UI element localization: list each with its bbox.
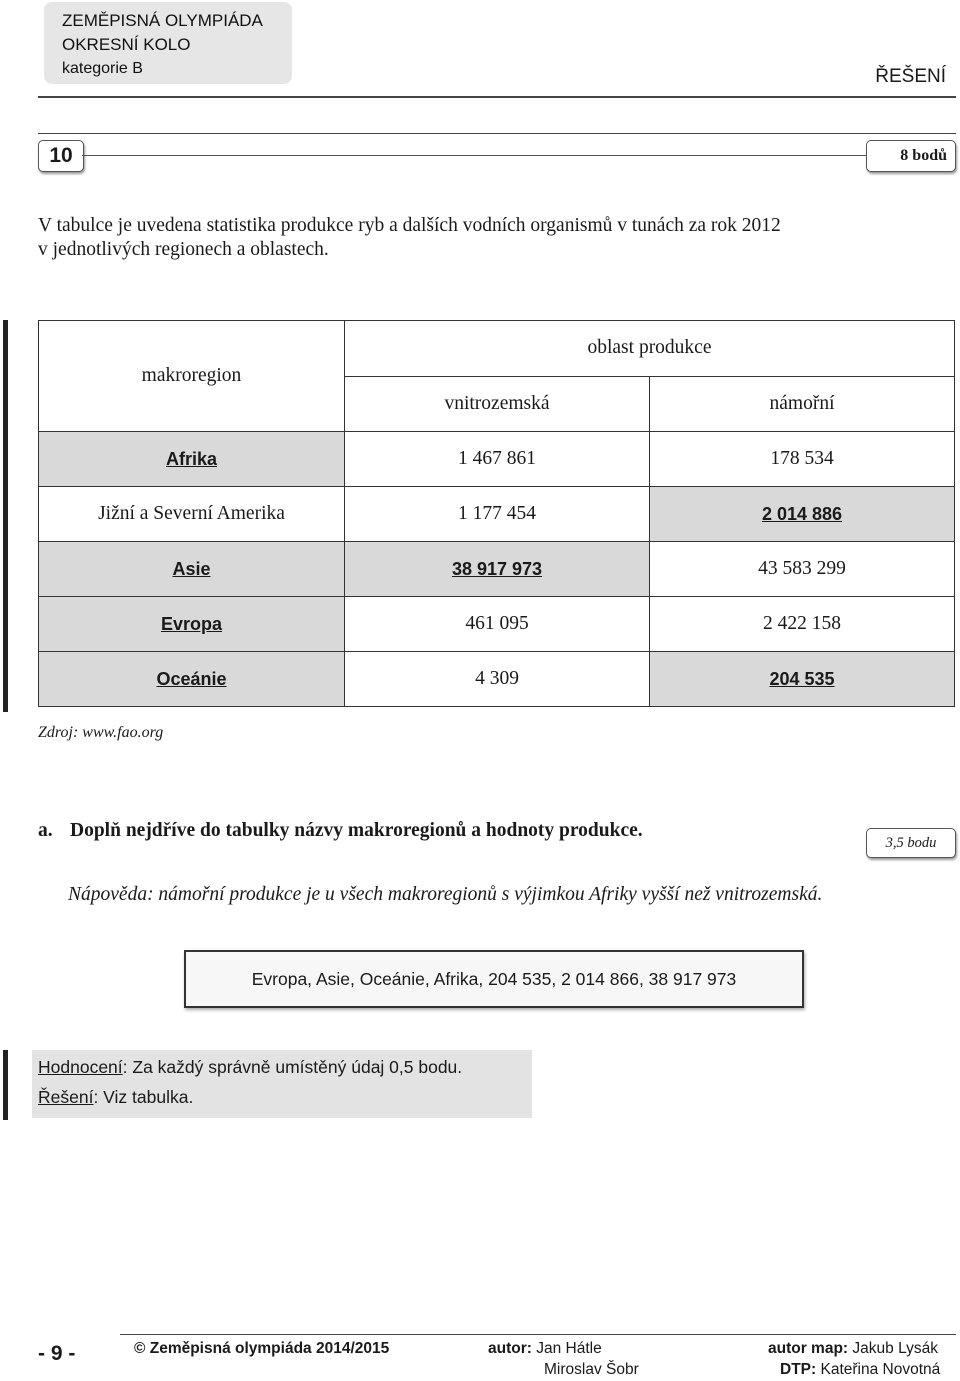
footer-copyright: © Zeměpisná olympiáda 2014/2015 — [134, 1340, 390, 1357]
header-category: kategorie B — [62, 60, 143, 77]
task-connector-line — [82, 155, 866, 156]
table-row — [39, 432, 955, 487]
table-row — [39, 542, 955, 597]
header-title: ZEMĚPISNÁ OLYMPIÁDA — [62, 11, 263, 30]
table-row — [39, 652, 955, 707]
marine-cell: 204 535 — [650, 652, 955, 707]
author-label: autor: — [488, 1340, 532, 1357]
solution-line — [38, 1082, 532, 1112]
footer-divider — [120, 1334, 956, 1335]
answer-options-box: Evropa, Asie, Oceánie, Afrika, 204 535, 2 014 866, 38 917 973 — [184, 950, 804, 1008]
inland-cell: 1 467 861 — [345, 432, 650, 487]
marine-cell: 178 534 — [650, 432, 955, 487]
solution-text: : Viz tabulka. — [93, 1087, 194, 1107]
header-box — [44, 2, 292, 84]
solution-label: ŘEŠENÍ — [875, 66, 946, 87]
region-cell: Oceánie — [39, 652, 345, 707]
inland-cell: 38 917 973 — [345, 542, 650, 597]
footer-author-2: Miroslav Šobr — [544, 1361, 639, 1378]
task-points — [866, 140, 956, 172]
header-namorni: námořní — [650, 376, 955, 432]
evaluation-label: Hodnocení — [38, 1057, 123, 1077]
evaluation-box — [32, 1050, 532, 1118]
region-cell: Evropa — [39, 597, 345, 652]
inland-cell: 4 309 — [345, 652, 650, 707]
marine-cell: 2 422 158 — [650, 597, 955, 652]
page-number: - 9 - — [38, 1342, 76, 1365]
footer-author — [488, 1338, 602, 1360]
header-vnitrozemska: vnitrozemská — [345, 376, 650, 432]
task-divider — [38, 133, 956, 134]
margin-bar — [3, 320, 8, 712]
intro-line-1: V tabulce je uvedena statistika produkce ryb a dalších vodních organismů v tunách za rok 2012 — [38, 215, 781, 236]
author-name: Jan Hátle — [536, 1340, 602, 1357]
hint-text: Nápověda: námořní produkce je u všech makroregionů s výjimkou Afriky vyšší než vnitrozemská. — [68, 884, 823, 905]
task-intro — [38, 214, 938, 262]
task-points-text: 8 bodů — [900, 147, 947, 164]
marine-cell: 2 014 886 — [650, 487, 955, 542]
region-cell: Afrika — [39, 432, 345, 487]
production-table — [38, 320, 955, 707]
marine-cell: 43 583 299 — [650, 542, 955, 597]
region-cell: Jižní a Severní Amerika — [39, 487, 345, 542]
table-source: Zdroj: www.fao.org — [38, 724, 164, 741]
footer-map-author — [768, 1338, 938, 1360]
margin-bar — [3, 1050, 8, 1120]
question-a-letter: a. — [38, 820, 53, 841]
map-author-name: Jakub Lysák — [852, 1340, 938, 1357]
header-round: OKRESNÍ KOLO — [62, 35, 191, 54]
inland-cell: 1 177 454 — [345, 487, 650, 542]
map-author-label: autor map: — [768, 1340, 849, 1357]
inland-cell: 461 095 — [345, 597, 650, 652]
dtp-label: DTP: — [780, 1361, 817, 1378]
question-a-text: Doplň nejdříve do tabulky názvy makroregionů a hodnoty produkce. — [70, 820, 643, 841]
table-row — [39, 487, 955, 542]
header-divider — [38, 96, 956, 98]
dtp-name: Kateřina Novotná — [820, 1361, 941, 1378]
region-cell: Asie — [39, 542, 345, 597]
evaluation-line — [38, 1052, 532, 1082]
evaluation-text: : Za každý správně umístěný údaj 0,5 bodu. — [122, 1057, 463, 1077]
intro-line-2: v jednotlivých regionech a oblastech. — [38, 239, 329, 260]
header-oblast-produkce: oblast produkce — [345, 321, 955, 377]
task-number: 10 — [38, 140, 84, 172]
question-a-points: 3,5 bodu — [866, 828, 956, 858]
header-makroregion: makroregion — [39, 321, 345, 432]
table-row — [39, 597, 955, 652]
solution-label-link: Řešení — [38, 1087, 94, 1107]
